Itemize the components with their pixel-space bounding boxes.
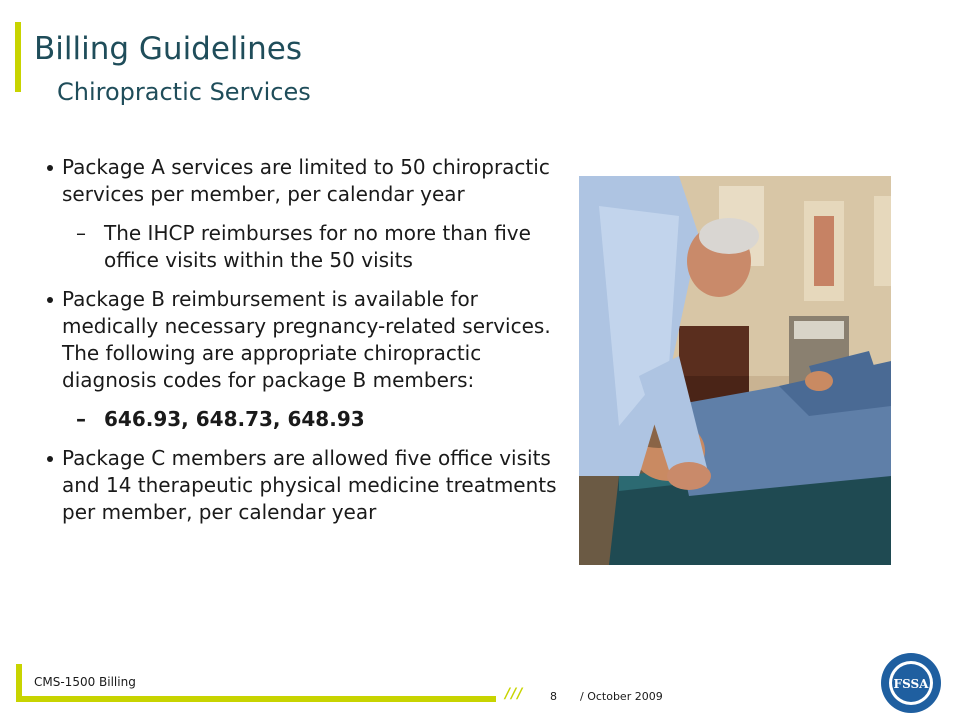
bullet-package-a bbox=[44, 154, 564, 208]
bullet-text: Package A services are limited to 50 chiropractic services per member, per calendar year bbox=[62, 155, 550, 206]
page-title: Billing Guidelines bbox=[34, 31, 303, 67]
title-accent-bar bbox=[15, 22, 21, 92]
content-list bbox=[44, 154, 564, 538]
dash-marker: – bbox=[76, 221, 86, 245]
dash-marker: – bbox=[76, 407, 86, 431]
footer-date: / October 2009 bbox=[580, 690, 663, 703]
bullet-dot bbox=[47, 297, 53, 303]
bullet-package-c bbox=[44, 445, 564, 526]
bullet-text: Package C members are allowed five office visits and 14 therapeutic physical medicine treatments per member, per calendar year bbox=[62, 446, 557, 524]
bullet-package-b bbox=[44, 286, 564, 394]
footer-accent-line bbox=[16, 696, 496, 702]
sub-bullet-text: 646.93, 648.73, 648.93 bbox=[104, 407, 365, 431]
chiropractor-photo bbox=[579, 176, 891, 565]
bullet-text: Package B reimbursement is available for medically necessary pregnancy-related services. The following are appropriate chiropractic diagnosis codes for package B members: bbox=[62, 287, 551, 392]
sub-bullet-text: The IHCP reimburses for no more than five office visits within the 50 visits bbox=[104, 221, 531, 272]
bullet-dot bbox=[47, 456, 53, 462]
footer-slashes: /// bbox=[505, 686, 524, 702]
sub-bullet-diagnosis-codes bbox=[44, 406, 564, 433]
footer-title: CMS-1500 Billing bbox=[34, 675, 136, 689]
page-subtitle: Chiropractic Services bbox=[57, 78, 311, 106]
sub-bullet-office-visits bbox=[44, 220, 564, 274]
fssa-seal-logo bbox=[880, 652, 942, 714]
page-number: 8 bbox=[550, 690, 557, 703]
bullet-dot bbox=[47, 165, 53, 171]
seal-text: FSSA bbox=[893, 677, 929, 691]
